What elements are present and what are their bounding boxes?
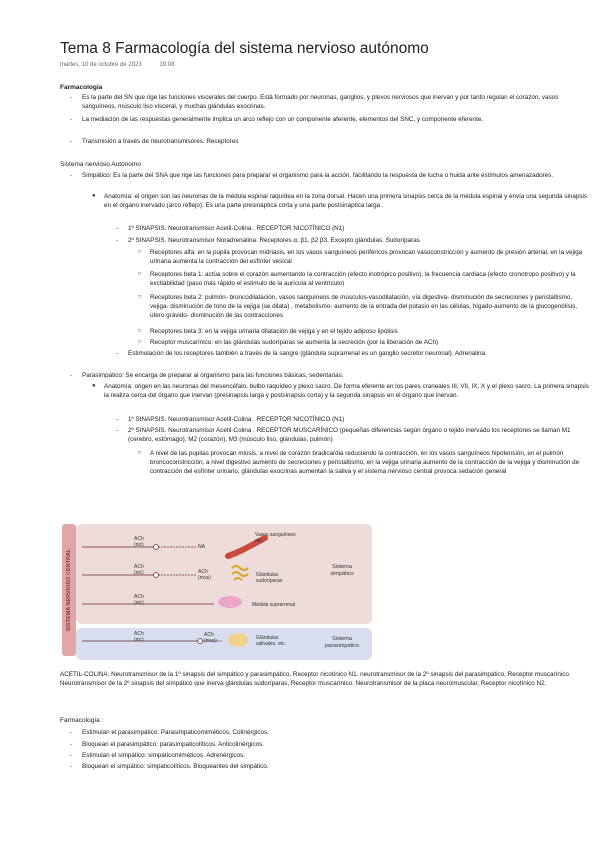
list-item: - 2º SINAPSIS. Neurotransmisor Noradrenalina. Receptores α, β1, β2 β3. Excepto glándulas. Sudoríparas (116, 237, 420, 244)
list-item: - Bloquean el parasimpático: parasimpaticolíticos. Anticolinérgicos. (70, 741, 265, 748)
page-meta (60, 62, 190, 68)
parasimpatico-label: Sistema parasimpático (324, 636, 360, 649)
square-bullet-icon: □ (138, 294, 142, 300)
list-item: - Parasimpático: Se encarga de preparar al organismo para las funciones básicas, sedentarias. (70, 372, 344, 379)
ach-mus-label-1: ACh (mus) (198, 569, 211, 581)
sweat-gland-icon (232, 566, 248, 580)
list-item: - Estimulan el parasimpático: Parasimpaticomiméticos. Colinérgicos. (70, 729, 269, 736)
list-item: □ Receptor muscarínico: en las glándulas sudoríparas se aumenta la secreción (por la liberación de ACh) (138, 339, 439, 346)
page-title: Tema 8 Farmacología del sistema nervioso autónomo (60, 40, 429, 57)
ach-nic-label-3: ACh (nic) (134, 594, 144, 606)
acetylcholine-caption: ACETIL-COLINA: Neurotransmisor de la 1º sinapsis del simpático y parasimpático, Receptor nicotínico N1. neurotransmisor de la 2º sinapsis del parasimpático, Receptor muscarínico. Neurotransmisor de la 2º sinapsis del simpático que inerva glándulas sudoríparas, Receptor muscarínico. Neurotransmisor de la placa neuromuscular, Receptor nicotínico N2. (60, 671, 571, 688)
list-item: - 1º SINAPSIS. Neurotransmisor Acetil-Colina . RECEPTOR NICOTÍNICO (N1) (116, 225, 345, 232)
ach-nic-label-4: ACh (nic) (134, 631, 144, 643)
list-item: ● Anatomía: el origen son las neuronas de la médula espinal raquídea en la zona dorsal. Hacen una primera sinapsis cerca de la médula espinal y envía una segunda sinapsis en el órgano inervado (arco reflejo). Es una parte presináptica corta y una parte postsináptica larga . (92, 193, 588, 210)
adrenal-medulla-icon (218, 596, 242, 608)
vasos-label: Vasos sanguíneos etc. (255, 532, 296, 544)
list-item: - Estimulación de los receptores también a través de la sangre (glándula suprarrenal es un ganglio secretor neuronal). Adrenalina. (116, 350, 487, 357)
list-item: □ A nivel de las pupilas provocan miosis, a nivel de corazón bradicardia reduciendo la contracción, en los vasos sanguíneos hipotensión, en el pulmón broncoconstricción, a nivel digestivo aumento de secreciones y peristaltismo, en la vejiga urinaria aumento de la contracción de la vejiga y disminución de contracción del esfínter urinario, glándulas exocrinas aumentan la saliva y el sistema nervioso central provoca sedación general (138, 450, 580, 476)
square-bullet-icon: □ (138, 328, 142, 334)
dash-bullet: - (70, 729, 73, 736)
circle-bullet-icon: ● (92, 193, 96, 199)
ans-diagram (60, 516, 372, 662)
circle-bullet-icon: ● (92, 383, 96, 389)
list-item: - Estimulan el simpático: simpaticomiméticos. Adrenérgicos. (70, 752, 246, 759)
list-item: - Bloquean el simpático: simpaticolíticos. Bloqueantes del simpático. (70, 763, 269, 770)
dash-bullet: - (116, 416, 119, 423)
square-bullet-icon: □ (138, 339, 142, 345)
list-item: □ Receptores beta 2: pulmón- broncodilatación, vasos sanguíneos de músculos-vasodilatación, vía digestiva- disminución de secreciones y peristaltismo, vejiga- disminución de tono de la vejiga (se dilata) , metabolismo- aumento de la entrada del potasio en las células, hígado-aumento de la glucogenólisis, útero grávido- disminución de las contracciones (138, 294, 578, 320)
list-item: - Es la parte del SN que rige las funciones viscerales del cuerpo. Está formado por neuronas, ganglios, y plexos nerviosos que inervan y por tanto regulan el corazón, vasos sanguíneos, músculo liso visceral, y muchas glándulas exocrinas. (70, 94, 559, 111)
ach-nic-label-1: ACh (nic) (134, 536, 144, 548)
cns-label: SISTEMA NERVIOSO CENTRAL (66, 548, 72, 632)
dash-bullet: - (70, 94, 73, 101)
list-item: - 1º SINAPSIS. Neurotransmisor Acetil-Colina . RECEPTOR NICOTÍNICO (N1) (116, 416, 345, 423)
dash-bullet: - (70, 138, 73, 145)
dash-bullet: - (70, 172, 73, 179)
ach-nic-label-2: ACh (nic) (134, 564, 144, 576)
section-heading-farmacologia-2: Farmacología : (60, 717, 104, 724)
dash-bullet: - (70, 741, 73, 748)
glandulas-sudor-label: Glándulas sudoríparas (256, 572, 283, 584)
list-item: □ Receptores alfa: en la pupila provocan midriasis, en los vasos sanguíneos periféricos provocan vasoconstricción y aumento de presión arterial, en la vejiga urinaria aumenta la contracción del esfínter vesical (138, 249, 583, 266)
square-bullet-icon: □ (138, 450, 142, 456)
list-item: □ Receptores beta 3: en la vejiga urinaria dilatación de vejiga y en el tejido adiposo lipólisis (138, 328, 398, 335)
time-label: 19:08 (159, 62, 175, 68)
list-item: □ Receptores beta 1: actúa sobre el corazón aumentando la contracción (efecto inotrópico positivo), la frecuencia cardiaca (efecto cronotropo positivo) y la excitabilidad (paso más rápido el estimulo de la aurícula al ventrículo) (138, 271, 576, 288)
section-heading-sna: Sistema nervioso Autónomo (60, 161, 141, 168)
list-item: ● Anatomía: origen en las neuronas del mesencéfalo, bulbo raquídeo y plexo sacro. De forma eferente en los pares craneales III, VII, IX, X y el plexo sacro. La primera sinapsis la realiza cerca del órgano que inervan (presinapsis larga y postsinapsis corta) y la segunda sinapsis en el órgano que inervan. (92, 383, 589, 400)
simpatico-label: Sistema simpático (330, 564, 354, 577)
ach-mus-label-2: ACh (mus) (204, 632, 217, 644)
salivary-gland-icon (228, 633, 248, 647)
dash-bullet: - (70, 372, 73, 379)
dash-bullet: - (116, 350, 119, 357)
dash-bullet: - (116, 427, 119, 434)
square-bullet-icon: □ (138, 249, 142, 255)
dash-bullet: - (70, 116, 73, 123)
list-item: - 2º SINAPSIS. Neurotransmisor Acetil-Colina . RECEPTOR MUSCARÍNICO (pequeñas diferencias según órgano o tejido inervado los receptores se llaman M1 (cerebro, estómago), M2 (corazón), M3 (músculo liso, glándulas, pulmón) (116, 427, 571, 444)
dash-bullet: - (70, 763, 73, 770)
dash-bullet: - (116, 225, 119, 232)
list-item: - Simpático: Es la parte del SNA que rige las funciones para preparar el organismo para la acción, facilitando la respuesta de lucha o huida ante estímulos amenazadores. (70, 172, 554, 179)
dash-bullet: - (116, 237, 119, 244)
medula-label: Médula suprarrenal (252, 602, 296, 608)
section-heading-farmacologia: Farmacología (60, 84, 103, 91)
list-item: - Transmisión a través de neurotransmisores. Receptores (70, 138, 239, 145)
date-label: martes, 10 de octubre de 2023 (60, 62, 142, 68)
na-label: NA (198, 544, 205, 550)
dash-bullet: - (70, 752, 73, 759)
square-bullet-icon: □ (138, 271, 142, 277)
glandulas-saliv-label: Glándulas salivales, etc. (256, 635, 287, 647)
list-item: - La mediación de las respuestas generalmente implica un arco reflejo con un componente aferente, elementos del SNC, y componente eferente. (70, 116, 484, 123)
